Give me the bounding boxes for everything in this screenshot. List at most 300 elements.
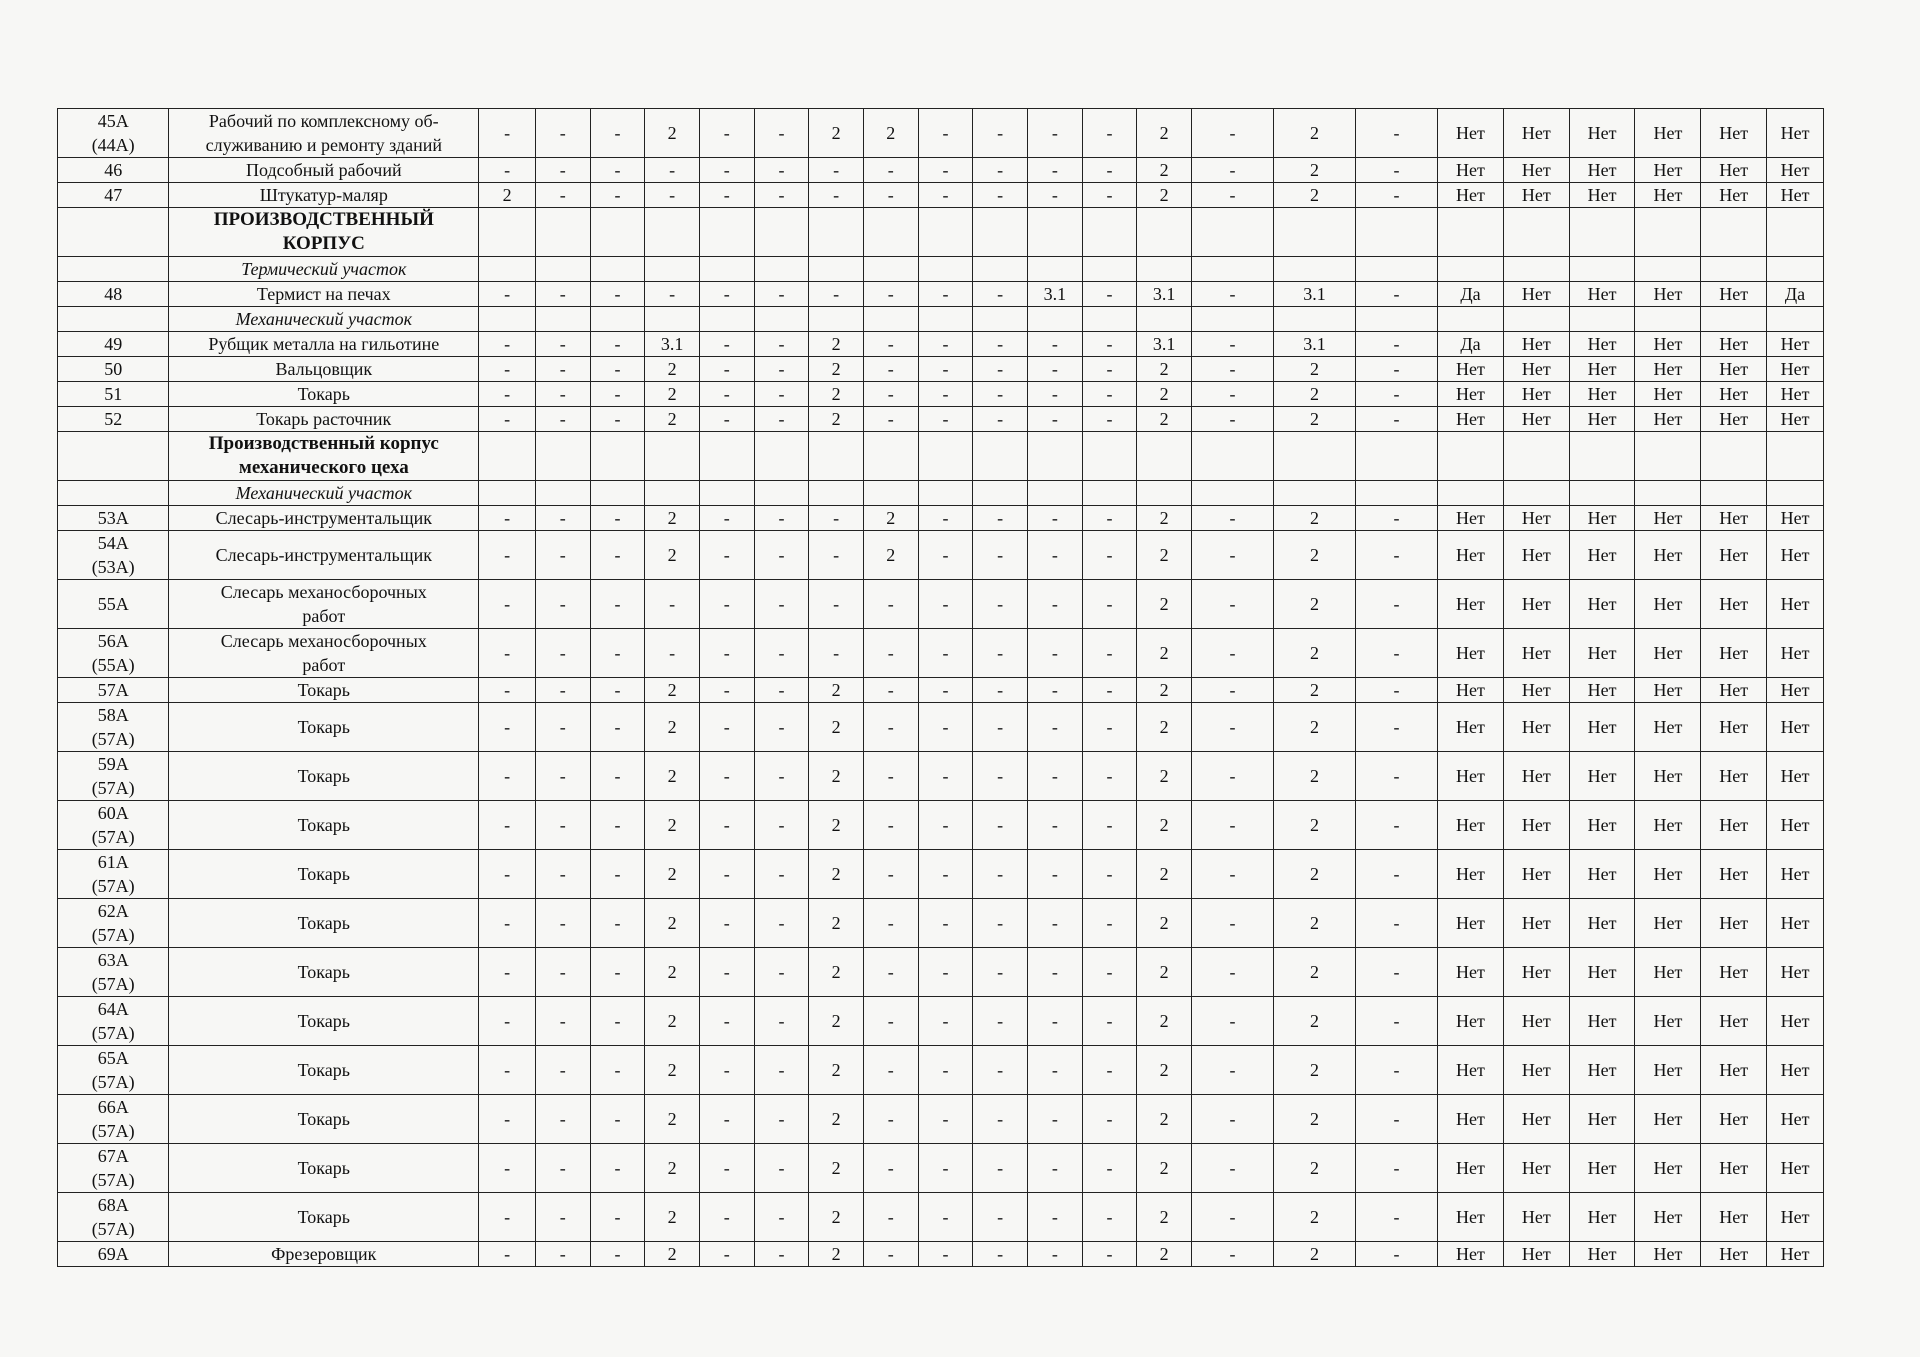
value-cell: - bbox=[699, 997, 754, 1046]
value-cell: Нет bbox=[1569, 997, 1635, 1046]
row-number: 53А bbox=[58, 506, 169, 531]
value-cell: - bbox=[1192, 407, 1274, 432]
value-cell: Нет bbox=[1569, 703, 1635, 752]
job-title: Штукатур-маляр bbox=[169, 183, 479, 208]
empty-cell bbox=[535, 307, 590, 332]
value-cell: - bbox=[754, 997, 809, 1046]
empty-cell bbox=[1767, 432, 1824, 481]
table-row bbox=[58, 948, 1824, 997]
table-row bbox=[58, 158, 1824, 183]
value-cell: Нет bbox=[1569, 531, 1635, 580]
value-cell: - bbox=[699, 1144, 754, 1193]
value-cell: 2 bbox=[809, 1193, 864, 1242]
empty-cell bbox=[1503, 307, 1569, 332]
value-cell: - bbox=[479, 506, 536, 531]
value-cell: Нет bbox=[1438, 1095, 1504, 1144]
empty-cell bbox=[479, 257, 536, 282]
value-cell: - bbox=[1082, 629, 1137, 678]
value-cell: 2 bbox=[1137, 580, 1192, 629]
value-cell: - bbox=[973, 332, 1028, 357]
value-cell: Нет bbox=[1503, 1242, 1569, 1267]
value-cell: - bbox=[535, 580, 590, 629]
value-cell: - bbox=[699, 407, 754, 432]
value-cell: - bbox=[1192, 531, 1274, 580]
row-number: 46 bbox=[58, 158, 169, 183]
empty-cell bbox=[973, 307, 1028, 332]
value-cell: 2 bbox=[1274, 531, 1356, 580]
value-cell: - bbox=[973, 109, 1028, 158]
value-cell: - bbox=[1082, 1242, 1137, 1267]
value-cell: Нет bbox=[1767, 357, 1824, 382]
empty-cell bbox=[1767, 481, 1824, 506]
empty-cell bbox=[699, 432, 754, 481]
row-number: 59А (57А) bbox=[58, 752, 169, 801]
value-cell: 2 bbox=[809, 407, 864, 432]
value-cell: Нет bbox=[1635, 158, 1701, 183]
table-row bbox=[58, 531, 1824, 580]
value-cell: - bbox=[1027, 801, 1082, 850]
value-cell: - bbox=[590, 1144, 645, 1193]
job-title: Токарь bbox=[169, 801, 479, 850]
value-cell: 2 bbox=[1137, 407, 1192, 432]
empty-cell bbox=[535, 481, 590, 506]
value-cell: Нет bbox=[1701, 531, 1767, 580]
empty-cell bbox=[754, 481, 809, 506]
value-cell: - bbox=[918, 801, 973, 850]
value-cell: 2 bbox=[645, 899, 700, 948]
value-cell: - bbox=[863, 899, 918, 948]
value-cell: - bbox=[699, 1242, 754, 1267]
row-number: 55А bbox=[58, 580, 169, 629]
row-number: 51 bbox=[58, 382, 169, 407]
value-cell: Нет bbox=[1569, 407, 1635, 432]
value-cell: Нет bbox=[1569, 752, 1635, 801]
value-cell: - bbox=[1082, 752, 1137, 801]
value-cell: - bbox=[1356, 506, 1438, 531]
empty-cell bbox=[699, 307, 754, 332]
value-cell: - bbox=[754, 752, 809, 801]
value-cell: - bbox=[1356, 629, 1438, 678]
value-cell: Да bbox=[1767, 282, 1824, 307]
empty-cell bbox=[973, 208, 1028, 257]
value-cell: - bbox=[1027, 948, 1082, 997]
value-cell: Нет bbox=[1438, 899, 1504, 948]
value-cell: - bbox=[535, 801, 590, 850]
value-cell: 2 bbox=[1274, 109, 1356, 158]
value-cell: - bbox=[645, 158, 700, 183]
row-number: 61А (57А) bbox=[58, 850, 169, 899]
job-title: Токарь bbox=[169, 899, 479, 948]
value-cell: Нет bbox=[1503, 357, 1569, 382]
empty-cell bbox=[754, 208, 809, 257]
value-cell: - bbox=[918, 1144, 973, 1193]
value-cell: - bbox=[918, 382, 973, 407]
value-cell: 2 bbox=[1274, 357, 1356, 382]
value-cell: - bbox=[973, 282, 1028, 307]
value-cell: 2 bbox=[809, 1242, 864, 1267]
value-cell: - bbox=[863, 703, 918, 752]
value-cell: - bbox=[918, 282, 973, 307]
value-cell: 2 bbox=[809, 332, 864, 357]
value-cell: - bbox=[535, 506, 590, 531]
value-cell: - bbox=[590, 899, 645, 948]
table-row bbox=[58, 1242, 1824, 1267]
value-cell: - bbox=[535, 183, 590, 208]
value-cell: - bbox=[918, 678, 973, 703]
value-cell: Нет bbox=[1438, 1046, 1504, 1095]
empty-cell bbox=[1356, 432, 1438, 481]
value-cell: Нет bbox=[1503, 629, 1569, 678]
value-cell: - bbox=[535, 282, 590, 307]
value-cell: - bbox=[1082, 183, 1137, 208]
value-cell: 2 bbox=[1137, 1095, 1192, 1144]
value-cell: - bbox=[1082, 407, 1137, 432]
value-cell: - bbox=[1082, 109, 1137, 158]
value-cell: - bbox=[918, 997, 973, 1046]
value-cell: 2 bbox=[1274, 1046, 1356, 1095]
value-cell: 2 bbox=[1137, 997, 1192, 1046]
value-cell: 2 bbox=[645, 407, 700, 432]
value-cell: - bbox=[1356, 801, 1438, 850]
value-cell: - bbox=[863, 1095, 918, 1144]
empty-cell bbox=[1503, 257, 1569, 282]
value-cell: - bbox=[645, 629, 700, 678]
value-cell: - bbox=[1082, 332, 1137, 357]
value-cell: 2 bbox=[1137, 158, 1192, 183]
value-cell: - bbox=[809, 580, 864, 629]
value-cell: - bbox=[1082, 357, 1137, 382]
empty-cell bbox=[590, 481, 645, 506]
value-cell: - bbox=[590, 183, 645, 208]
value-cell: Нет bbox=[1569, 678, 1635, 703]
value-cell: Нет bbox=[1767, 1193, 1824, 1242]
empty-cell bbox=[645, 307, 700, 332]
table-row bbox=[58, 1095, 1824, 1144]
value-cell: - bbox=[1027, 703, 1082, 752]
value-cell: - bbox=[918, 948, 973, 997]
value-cell: - bbox=[918, 1193, 973, 1242]
empty-cell bbox=[754, 257, 809, 282]
value-cell: - bbox=[1027, 850, 1082, 899]
empty-cell bbox=[1137, 432, 1192, 481]
value-cell: Нет bbox=[1767, 850, 1824, 899]
job-title: Слесарь механосборочных работ bbox=[169, 629, 479, 678]
value-cell: 3.1 bbox=[1274, 332, 1356, 357]
value-cell: Нет bbox=[1767, 332, 1824, 357]
value-cell: - bbox=[918, 899, 973, 948]
row-number: 60А (57А) bbox=[58, 801, 169, 850]
value-cell: - bbox=[535, 850, 590, 899]
value-cell: - bbox=[754, 382, 809, 407]
value-cell: 2 bbox=[809, 997, 864, 1046]
value-cell: 2 bbox=[863, 109, 918, 158]
row-number: 66А (57А) bbox=[58, 1095, 169, 1144]
value-cell: Нет bbox=[1701, 183, 1767, 208]
value-cell: - bbox=[1356, 158, 1438, 183]
value-cell: - bbox=[1082, 531, 1137, 580]
job-title: Токарь bbox=[169, 997, 479, 1046]
empty-cell bbox=[1701, 481, 1767, 506]
empty-cell bbox=[1356, 307, 1438, 332]
value-cell: - bbox=[699, 332, 754, 357]
value-cell: Нет bbox=[1767, 752, 1824, 801]
value-cell: Нет bbox=[1569, 801, 1635, 850]
value-cell: 2 bbox=[1274, 850, 1356, 899]
value-cell: - bbox=[1027, 407, 1082, 432]
value-cell: - bbox=[699, 382, 754, 407]
table-body bbox=[58, 109, 1824, 1267]
value-cell: - bbox=[1192, 382, 1274, 407]
value-cell: - bbox=[754, 678, 809, 703]
value-cell: - bbox=[590, 703, 645, 752]
value-cell: 2 bbox=[1274, 752, 1356, 801]
empty-cell bbox=[1569, 208, 1635, 257]
value-cell: - bbox=[863, 183, 918, 208]
value-cell: 2 bbox=[809, 948, 864, 997]
empty-cell bbox=[1137, 208, 1192, 257]
value-cell: - bbox=[754, 531, 809, 580]
value-cell: Нет bbox=[1635, 678, 1701, 703]
value-cell: - bbox=[1192, 801, 1274, 850]
table-row bbox=[58, 183, 1824, 208]
value-cell: Нет bbox=[1503, 580, 1569, 629]
value-cell: - bbox=[535, 1193, 590, 1242]
empty-cell bbox=[1027, 432, 1082, 481]
value-cell: Нет bbox=[1701, 948, 1767, 997]
empty-cell bbox=[863, 208, 918, 257]
value-cell: - bbox=[973, 580, 1028, 629]
value-cell: - bbox=[535, 997, 590, 1046]
value-cell: Нет bbox=[1569, 899, 1635, 948]
empty-cell bbox=[590, 208, 645, 257]
value-cell: - bbox=[754, 801, 809, 850]
value-cell: Нет bbox=[1503, 1046, 1569, 1095]
value-cell: - bbox=[1356, 703, 1438, 752]
value-cell: Нет bbox=[1569, 1242, 1635, 1267]
value-cell: - bbox=[699, 850, 754, 899]
value-cell: - bbox=[590, 282, 645, 307]
value-cell: Нет bbox=[1701, 1095, 1767, 1144]
value-cell: 2 bbox=[1137, 948, 1192, 997]
value-cell: - bbox=[1356, 531, 1438, 580]
value-cell: - bbox=[1356, 899, 1438, 948]
empty-cell bbox=[1274, 257, 1356, 282]
value-cell: 2 bbox=[645, 948, 700, 997]
table-row bbox=[58, 580, 1824, 629]
value-cell: - bbox=[973, 1144, 1028, 1193]
value-cell: Нет bbox=[1767, 899, 1824, 948]
value-cell: - bbox=[1192, 357, 1274, 382]
table-row bbox=[58, 801, 1824, 850]
empty-cell bbox=[1438, 481, 1504, 506]
value-cell: Нет bbox=[1701, 1144, 1767, 1193]
value-cell: 2 bbox=[645, 1144, 700, 1193]
value-cell: Нет bbox=[1767, 407, 1824, 432]
value-cell: Нет bbox=[1701, 357, 1767, 382]
value-cell: - bbox=[754, 1144, 809, 1193]
empty-cell bbox=[645, 432, 700, 481]
empty-cell bbox=[1192, 432, 1274, 481]
job-title: Токарь bbox=[169, 382, 479, 407]
table-row bbox=[58, 407, 1824, 432]
value-cell: - bbox=[479, 1046, 536, 1095]
value-cell: 2 bbox=[1137, 357, 1192, 382]
value-cell: - bbox=[754, 1046, 809, 1095]
empty-cell bbox=[1082, 432, 1137, 481]
value-cell: 2 bbox=[1274, 183, 1356, 208]
empty-cell bbox=[58, 208, 169, 257]
value-cell: Нет bbox=[1438, 382, 1504, 407]
value-cell: - bbox=[535, 948, 590, 997]
value-cell: Нет bbox=[1635, 850, 1701, 899]
value-cell: Нет bbox=[1569, 1193, 1635, 1242]
value-cell: Нет bbox=[1767, 183, 1824, 208]
value-cell: 2 bbox=[479, 183, 536, 208]
value-cell: Нет bbox=[1569, 580, 1635, 629]
value-cell: - bbox=[1027, 531, 1082, 580]
value-cell: - bbox=[1356, 1046, 1438, 1095]
value-cell: 2 bbox=[645, 997, 700, 1046]
value-cell: Нет bbox=[1569, 332, 1635, 357]
value-cell: - bbox=[973, 801, 1028, 850]
value-cell: 2 bbox=[1274, 703, 1356, 752]
value-cell: - bbox=[590, 531, 645, 580]
empty-cell bbox=[1701, 257, 1767, 282]
value-cell: - bbox=[754, 183, 809, 208]
value-cell: - bbox=[754, 1095, 809, 1144]
value-cell: - bbox=[1082, 801, 1137, 850]
empty-cell bbox=[1701, 208, 1767, 257]
value-cell: - bbox=[479, 899, 536, 948]
value-cell: Нет bbox=[1635, 1144, 1701, 1193]
value-cell: Нет bbox=[1503, 678, 1569, 703]
value-cell: - bbox=[535, 382, 590, 407]
value-cell: 2 bbox=[1274, 678, 1356, 703]
empty-cell bbox=[1027, 481, 1082, 506]
value-cell: - bbox=[645, 183, 700, 208]
value-cell: - bbox=[809, 531, 864, 580]
empty-cell bbox=[1192, 208, 1274, 257]
value-cell: Нет bbox=[1767, 580, 1824, 629]
job-title: Токарь bbox=[169, 703, 479, 752]
value-cell: 2 bbox=[1274, 580, 1356, 629]
value-cell: Нет bbox=[1569, 948, 1635, 997]
empty-cell bbox=[1438, 307, 1504, 332]
value-cell: - bbox=[1192, 183, 1274, 208]
empty-cell bbox=[1701, 307, 1767, 332]
value-cell: Нет bbox=[1635, 997, 1701, 1046]
value-cell: - bbox=[535, 407, 590, 432]
row-number: 48 bbox=[58, 282, 169, 307]
value-cell: - bbox=[535, 678, 590, 703]
value-cell: Нет bbox=[1569, 1095, 1635, 1144]
value-cell: - bbox=[590, 1193, 645, 1242]
value-cell: Нет bbox=[1767, 506, 1824, 531]
empty-cell bbox=[699, 208, 754, 257]
value-cell: - bbox=[918, 506, 973, 531]
value-cell: Нет bbox=[1438, 506, 1504, 531]
empty-cell bbox=[1082, 257, 1137, 282]
empty-cell bbox=[1701, 432, 1767, 481]
value-cell: Нет bbox=[1438, 580, 1504, 629]
value-cell: 2 bbox=[645, 109, 700, 158]
value-cell: - bbox=[479, 752, 536, 801]
value-cell: Нет bbox=[1503, 801, 1569, 850]
value-cell: - bbox=[479, 158, 536, 183]
value-cell: Нет bbox=[1635, 948, 1701, 997]
job-title: Токарь расточник bbox=[169, 407, 479, 432]
value-cell: - bbox=[754, 703, 809, 752]
value-cell: Нет bbox=[1701, 580, 1767, 629]
value-cell: - bbox=[1027, 158, 1082, 183]
table-row bbox=[58, 357, 1824, 382]
value-cell: - bbox=[973, 678, 1028, 703]
row-number: 63А (57А) bbox=[58, 948, 169, 997]
value-cell: 3.1 bbox=[1137, 332, 1192, 357]
empty-cell bbox=[58, 432, 169, 481]
value-cell: 3.1 bbox=[645, 332, 700, 357]
value-cell: Нет bbox=[1635, 899, 1701, 948]
value-cell: - bbox=[1356, 183, 1438, 208]
value-cell: Нет bbox=[1438, 850, 1504, 899]
job-title: Рубщик металла на гильотине bbox=[169, 332, 479, 357]
empty-cell bbox=[1635, 307, 1701, 332]
value-cell: 2 bbox=[809, 899, 864, 948]
value-cell: Нет bbox=[1503, 997, 1569, 1046]
empty-cell bbox=[1569, 257, 1635, 282]
value-cell: Нет bbox=[1438, 407, 1504, 432]
empty-cell bbox=[918, 257, 973, 282]
value-cell: - bbox=[754, 629, 809, 678]
value-cell: - bbox=[863, 678, 918, 703]
value-cell: - bbox=[1027, 1193, 1082, 1242]
row-number: 69А bbox=[58, 1242, 169, 1267]
value-cell: - bbox=[699, 282, 754, 307]
value-cell: 2 bbox=[809, 357, 864, 382]
value-cell: - bbox=[1356, 382, 1438, 407]
table-row bbox=[58, 629, 1824, 678]
value-cell: Нет bbox=[1503, 158, 1569, 183]
row-number: 54А (53А) bbox=[58, 531, 169, 580]
value-cell: 2 bbox=[1274, 506, 1356, 531]
value-cell: - bbox=[809, 629, 864, 678]
row-number: 64А (57А) bbox=[58, 997, 169, 1046]
table-row bbox=[58, 1046, 1824, 1095]
value-cell: 2 bbox=[1274, 1193, 1356, 1242]
value-cell: - bbox=[1192, 948, 1274, 997]
value-cell: - bbox=[1082, 1144, 1137, 1193]
value-cell: 2 bbox=[645, 1242, 700, 1267]
value-cell: - bbox=[535, 629, 590, 678]
value-cell: Нет bbox=[1767, 1242, 1824, 1267]
value-cell: - bbox=[699, 948, 754, 997]
empty-cell bbox=[809, 257, 864, 282]
value-cell: - bbox=[863, 282, 918, 307]
empty-cell bbox=[1356, 481, 1438, 506]
value-cell: - bbox=[1356, 407, 1438, 432]
value-cell: - bbox=[535, 158, 590, 183]
value-cell: - bbox=[590, 580, 645, 629]
subsection-title: Механический участок bbox=[169, 481, 479, 506]
subsection-title: Механический участок bbox=[169, 307, 479, 332]
value-cell: - bbox=[1192, 629, 1274, 678]
value-cell: - bbox=[1027, 506, 1082, 531]
value-cell: Нет bbox=[1701, 801, 1767, 850]
value-cell: - bbox=[1356, 1193, 1438, 1242]
value-cell: - bbox=[973, 382, 1028, 407]
value-cell: 2 bbox=[645, 1193, 700, 1242]
value-cell: - bbox=[918, 357, 973, 382]
